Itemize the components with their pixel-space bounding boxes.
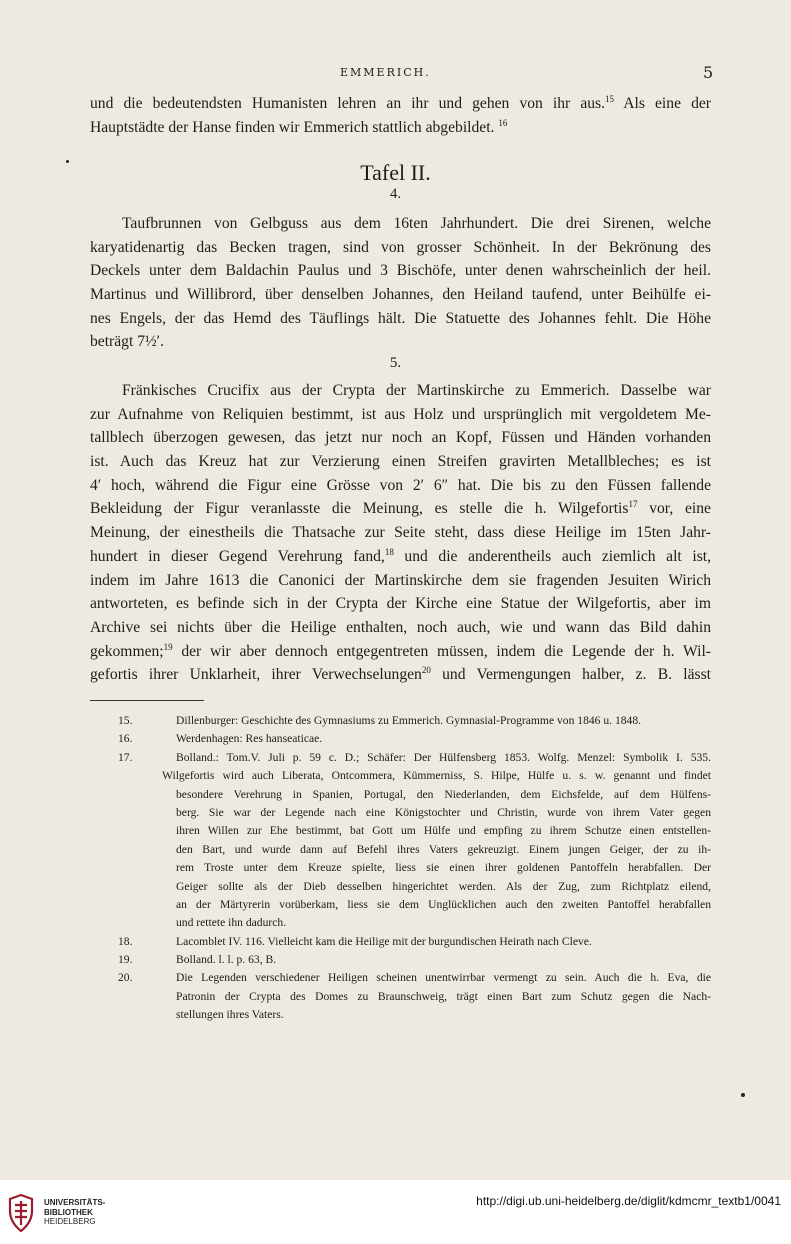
- margin-dot: [741, 1093, 745, 1097]
- text-line: zur Aufnahme von Reliquien bestimmt, ist aus Holz und ursprünglich mit vergoldetem Me-: [90, 405, 711, 423]
- footnote-number: 19.: [118, 953, 133, 967]
- text-line: Bekleidung der Figur veranlasste die Meinung, es stelle die h. Wilgefortis$^{17}$ vor, eine: [90, 499, 711, 518]
- text-line: tallblech überzogen gewesen, das jetzt nur noch an Kopf, Füssen und Händen vorhanden: [90, 429, 711, 447]
- intro-line-2: Hauptstädte der Hanse finden wir Emmerich stattlich abgebildet. $^{16}$: [90, 117, 508, 136]
- footnote-17: 17. Bolland.: Tom.V. Juli p. 59 c. D.; Schäfer: Der Hülfensberg 1853. Wolfg. Menzel: Symbolik I. 535. Wilgefortis wird auch Liberata, Ontcommera, Kümmerniss, S. Hilpe, Hülfe u. s. w. genannt und findet besondere Verehrung in Spanien, Portugal, den Niederlanden, dem Eichsfelde, auf dem Hülfens- berg. Sie war der Legende nach eine Königstochter und Christin, wurde von ihrem Vater gegen ihren Willen zur Ehe bestimmt, bat Gott um Hülfe und empfing zu ihrem Schutze einen entstellen- den Bart, und wurde dann auf Befehl ihres Vaters gekreuzigt. Einem jungen Geiger, der zu ih- rem Troste unter dem Kreuze spielte, liess sie einen ihrer goldenen Pantoffeln herabfallen. Der Geiger sollte als der Dieb desselben hingerichtet werden. Als der Zug, zum Richtplatz eilend, an der Märtyrerin vorüberkam, liess sie dem Unglücklichen auch den zweiten Pantoffel herabfallen und rettete ihn dadurch.: [118, 750, 711, 930]
- plate-heading: Tafel II.: [360, 160, 431, 185]
- footnote-16: 16. Werdenhagen: Res hanseaticae.: [118, 730, 711, 748]
- text-line: Taufbrunnen von Gelbguss aus dem 16ten Jahrhundert. Die drei Sirenen, welche: [122, 215, 711, 232]
- footnote-number: 17.: [118, 750, 133, 764]
- text-line: Meinung, der einestheils die Thatsache zur Seite steht, dass diese Heilige im 15ten Jahr-: [90, 524, 711, 542]
- running-title: EMMERICH.: [340, 66, 431, 79]
- footnotes: [118, 712, 711, 1025]
- text-line: Martinus und Willibrord, über denselben Johannes, den Heiland taufend, unter Beihülfe ei-: [90, 286, 711, 304]
- text-line: antworteten, es befinde sich in der Crypta der Kirche eine Statue der Wilgefortis, aber im: [90, 595, 711, 613]
- text-line: Fränkisches Crucifix aus der Crypta der Martinskirche zu Emmerich. Dasselbe war: [122, 382, 711, 399]
- library-footer: [0, 1180, 791, 1244]
- footnote-ref[interactable]: 18: [384, 546, 394, 557]
- footnote-number: 18.: [118, 934, 133, 948]
- section-5-text: [90, 379, 711, 687]
- footnote-ref[interactable]: 16: [498, 117, 508, 128]
- permalink-url[interactable]: http://digi.ub.uni-heidelberg.de/diglit/kdmcmr_textb1/0041: [476, 1194, 781, 1208]
- page-number: 5: [703, 63, 714, 82]
- text-line: Archive sei nichts über die Heilige enthalten, noch auch, wie und wann das Bild dahin: [90, 618, 711, 636]
- text-line: nes Engels, der das Hemd des Täuflings hält. Die Statuette des Johannes fehlt. Die Höhe: [90, 309, 711, 327]
- section-number-4: 4.: [389, 186, 402, 202]
- text-line: beträgt 7½′.: [90, 333, 164, 351]
- intro-paragraph: [90, 92, 711, 139]
- footnote-ref[interactable]: 20: [421, 665, 431, 676]
- text-line: gekommen;$^{19}$ der wir aber dennoch entgegentreten müssen, indem die Legende der h. Wil-: [90, 641, 711, 660]
- text-line: karyatidenartig das Becken tragen, sind von grosser Schönheit. In der Bekrönung des: [90, 238, 711, 256]
- running-header: [0, 63, 791, 86]
- university-library-logo-icon[interactable]: [6, 1193, 36, 1233]
- footnote-divider: [90, 700, 204, 701]
- text-line: ist. Auch das Kreuz hat zur Verzierung einen Streifen gravirten Metallbleches; es ist: [90, 453, 711, 471]
- footnote-19: 19. Bolland. l. l. p. 63, B.: [118, 951, 711, 969]
- text-line: hundert in dieser Gegend Verehrung fand,$^{18}$ und die anderentheils auch ziemlich alt ist,: [90, 546, 711, 565]
- text-line: gefortis ihrer Unklarheit, ihrer Verwechselungen$^{20}$ und Vermengungen halber, z. B. lässt: [90, 665, 711, 684]
- text-line: indem im Jahre 1613 die Canonici der Martinskirche dem sie fragenden Jesuiten Wirich: [90, 571, 711, 589]
- footnote-18: 18. Lacomblet IV. 116. Vielleicht kam die Heilige mit der burgundischen Heirath nach Cleve.: [118, 933, 711, 951]
- library-name: UNIVERSITÄTS- BIBLIOTHEK HEIDELBERG: [44, 1198, 106, 1226]
- footnote-ref[interactable]: 19: [163, 641, 173, 652]
- footnote-number: 15.: [118, 714, 133, 727]
- footnote-number: 16.: [118, 732, 133, 746]
- section-4-text: [90, 212, 711, 354]
- footnote-ref[interactable]: 17: [628, 499, 638, 510]
- intro-line-1: und die bedeutendsten Humanisten lehren an ihr und gehen von ihr aus.$^{15}$ Als eine der: [90, 94, 711, 112]
- section-number-5: 5.: [389, 355, 402, 371]
- footnote-ref[interactable]: 15: [605, 94, 615, 104]
- text-line: 4′ hoch, während die Figur eine Grösse von 2′ 6″ hat. Die bis zu den Füssen fallende: [90, 476, 711, 494]
- footnote-15: 15. Dillenburger: Geschichte des Gymnasiums zu Emmerich. Gymnasial-Programme von 1846 u. 1848.: [118, 712, 711, 730]
- text-line: Deckels unter dem Baldachin Paulus und 3 Bischöfe, unter denen wahrscheinlich der heil.: [90, 262, 711, 280]
- footnote-number: 20.: [118, 971, 133, 985]
- footnote-20: 20. Die Legenden verschiedener Heiligen scheinen unentwirrbar vermengt zu sein. Auch die h. Eva, die Patronin der Crypta des Domes zu Braunschweig, trägt einen Bart zum Schutz gegen die Nach- stellungen ihres Vaters.: [118, 971, 711, 1022]
